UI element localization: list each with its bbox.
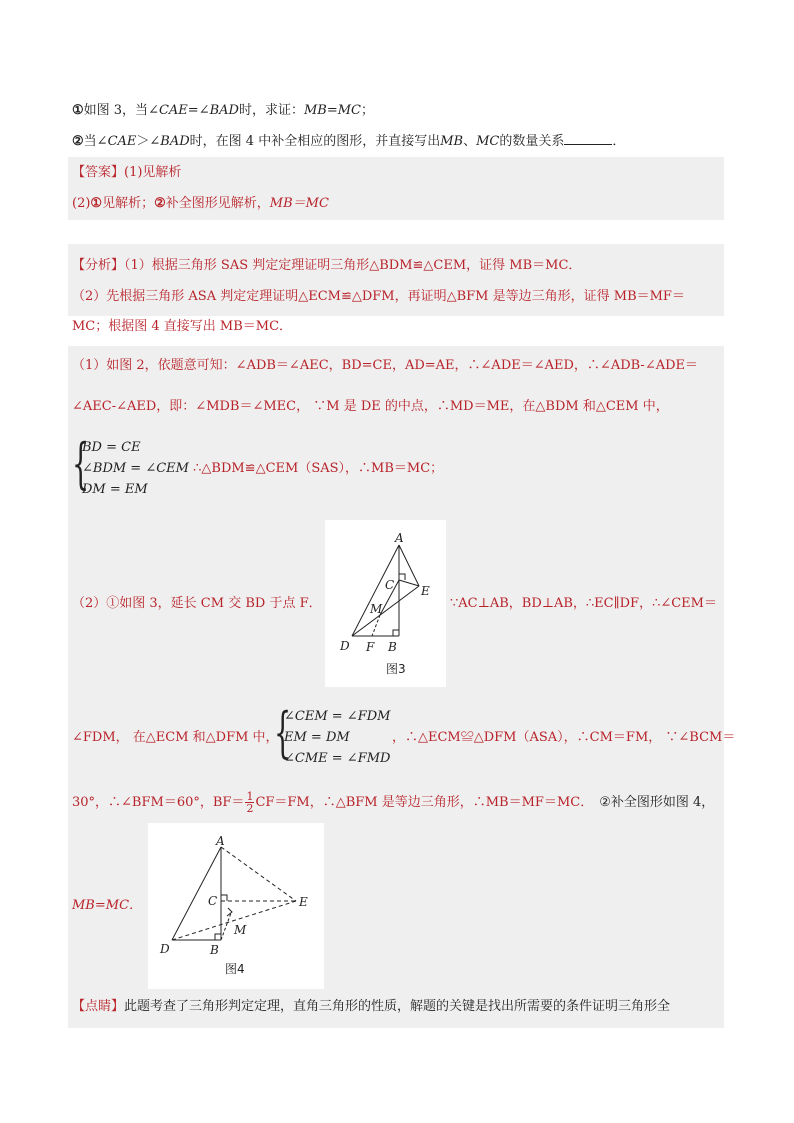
fig4-caption: 图4 [225,962,245,976]
text: 时，求证： [238,103,304,118]
solution-line-4a: ∠FDM， 在△ECM 和△DFM 中， [72,730,279,745]
solution-line-3a: （2）①如图 3，延长 CM 交 BD 于点 F． [72,596,322,611]
solution-line-5 [72,791,714,814]
text: 补全图形见解析， [165,196,270,211]
system-row: ∠CEM = ∠FDM [284,709,391,724]
analysis-line-2: （2）先根据三角形 ASA 判定定理证明△ECM≌△DFM，再证明△BFM 是等边三角形，证得 MB＝MF＝ [72,289,685,304]
fig3-caption: 图3 [386,662,406,676]
left-brace: { [72,432,90,495]
fig3-label-d: D [340,639,350,653]
fig4-label-b: B [210,943,219,957]
punct: ； [361,103,375,118]
fraction-half [245,791,254,814]
solution-line-6: MB=MC． [72,898,143,913]
angle-bad: ∠BAD [198,103,239,118]
text: 时，在图 4 中补全相应的图形，并直接写出 [189,134,441,149]
circled-2: ② [72,134,84,149]
text: 如图 3，当 [83,103,149,118]
fraction-numerator: 1 [246,790,254,803]
circled-2: ② [154,196,166,211]
figure-3 [325,520,446,687]
figure-4-diagram [148,823,324,989]
angle-cae: ∠CAE [96,134,137,149]
system-row [82,458,443,479]
equation-system-1 [72,432,472,501]
analysis-line-1 [72,257,581,275]
comment-text: 此题考查了三角形判定定理，直角三角形的性质，解题的关键是找出所需要的条件证明三角形全 [124,999,671,1014]
answer-tag: 【答案】 [72,165,125,180]
answer-blank [564,132,612,145]
mb: MB [303,103,327,118]
mc: MC [337,103,362,118]
text: 30°，∴∠BFM＝60°，BF＝ [72,795,245,810]
solution-line-2: ∠AEC-∠AED，即：∠MDB＝∠MEC， ∵M 是 DE 的中点，∴MD＝ME，在△BDM 和△CEM 中， [72,399,669,414]
fig3-label-f: F [366,640,375,654]
punct: ． [612,134,626,149]
fig3-label-e: E [421,584,430,598]
question-line-2 [72,132,625,151]
fig3-label-a: A [395,531,404,545]
equation-system-2 [274,701,404,770]
system-row: BD = CE [82,440,141,455]
figure-3-diagram [325,520,446,687]
angle-bad: ∠BAD [149,134,190,149]
left-brace: { [274,701,292,764]
figure-4 [148,823,324,989]
system-rows [82,437,443,500]
fig4-label-e: E [299,895,308,909]
circled-1: ① [72,103,84,118]
text: CF＝FM，∴△BFM 是等边三角形，∴MB＝MF＝MC． [255,795,594,810]
fig4-label-d: D [160,942,170,956]
fraction-denominator: 2 [246,802,254,815]
system-conclusion: ∴△BDM≌△CEM（SAS），∴MB＝MC； [193,461,444,476]
answer-result: MB＝MC [269,196,329,211]
fig3-label-m: M [370,602,383,616]
analysis-text: （1）根据三角形 SAS 判定定理证明三角形△BDM≌△CEM，证得 MB＝MC． [124,258,582,273]
solution-line-4b: ，∴△ECM≌△DFM（ASA），∴CM＝FM， ∵∠BCM＝ [392,730,736,745]
fig4-label-m: M [234,923,247,937]
system-row: DM = EM [82,482,148,497]
eq: = [187,103,199,118]
answer-line-2 [72,195,329,213]
analysis-line-3: MC；根据图 4 直接写出 MB＝MC． [72,319,293,334]
comment-line [72,998,670,1016]
circled-1: ① [90,196,103,211]
solution-line-1: （1）如图 2，依题意可知：∠ADB＝∠AEC，BD=CE，AD=AE，∴∠ADE＝∠AED，∴∠ADB-∠ADE＝ [72,358,699,373]
solution-line-3b: ∵AC⊥AB，BD⊥AB，∴EC∥DF，∴∠CEM＝ [450,596,717,611]
text: ②补全图形如图 4， [599,795,715,810]
fig3-label-c: C [385,578,395,592]
gt: ＞ [136,134,150,149]
answer-line-1 [72,164,181,182]
fig4-label-c: C [208,894,218,908]
fig4-label-a: A [216,834,225,848]
answer-part1: (1)见解析 [124,165,182,180]
text: 当 [83,134,97,149]
question-line-1 [72,102,374,120]
system-row-eq: ∠BDM = ∠CEM [82,461,189,476]
analysis-tag: 【分析】 [72,258,125,273]
text: 的数量关系 [499,134,565,149]
sep: 、 [463,134,477,149]
system-row: ∠CME = ∠FMD [284,751,391,766]
mc: MC [476,134,500,149]
system-rows [284,706,390,769]
eq: = [326,103,338,118]
comment-tag: 【点睛】 [72,999,125,1014]
mb: MB [440,134,464,149]
fig3-label-b: B [388,640,397,654]
text: 见解析； [102,196,155,211]
answer-part2: (2) [72,196,91,211]
system-row: EM = DM [284,730,350,745]
angle-cae: ∠CAE [148,103,188,118]
